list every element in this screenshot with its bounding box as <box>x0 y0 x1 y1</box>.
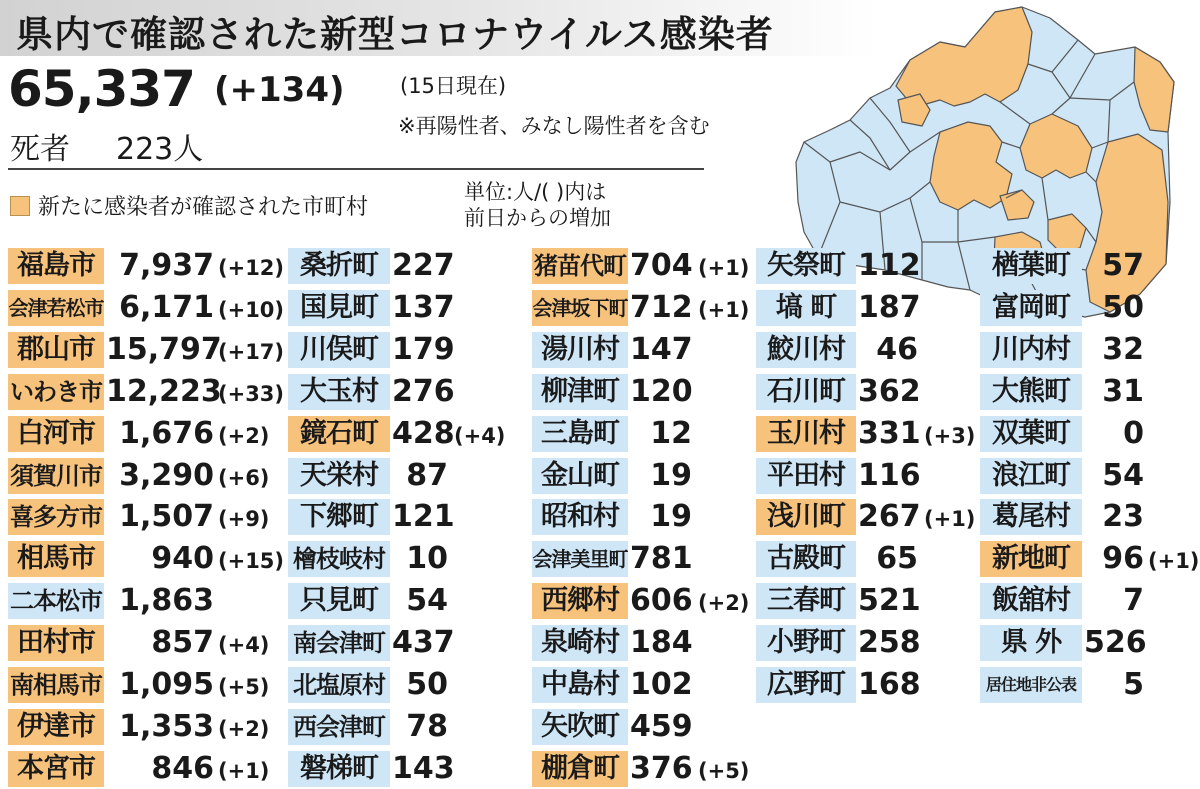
case-change: (+15) <box>218 549 285 574</box>
case-change: (+1) <box>1148 549 1200 574</box>
case-count: 3,290 <box>119 457 214 493</box>
table-row <box>532 248 772 286</box>
case-count: 65 <box>876 541 918 577</box>
table-row <box>980 541 1200 579</box>
footnote: ※再陽性者、みなし陽性者を含む <box>398 114 710 138</box>
table-row <box>8 289 285 328</box>
municipality-name: 鏡石町 <box>288 416 390 452</box>
case-count: 267 <box>858 499 921 535</box>
case-count: 12,223 <box>106 373 222 409</box>
municipality-name: 桑折町 <box>288 248 390 284</box>
case-change: (+5) <box>698 758 750 783</box>
municipality-name: 只見町 <box>288 583 390 619</box>
case-count: 147 <box>630 331 693 367</box>
municipality-name: 天栄村 <box>288 458 390 494</box>
case-count: 781 <box>630 541 693 577</box>
case-count: 116 <box>858 457 921 493</box>
municipality-name: 檜枝岐村 <box>288 541 390 577</box>
municipality-name: 浅川町 <box>756 499 856 535</box>
case-change: (+1) <box>698 297 750 322</box>
municipality-name: 大玉村 <box>288 374 390 410</box>
municipality-name: 下郷町 <box>288 499 390 535</box>
table-row <box>532 416 772 454</box>
case-count: 120 <box>630 373 693 409</box>
divider <box>8 168 704 170</box>
table-row <box>980 583 1192 621</box>
table-row <box>756 458 996 496</box>
table-row <box>980 625 1192 663</box>
municipality-name: 郡山市 <box>8 332 104 368</box>
table-row <box>980 499 1192 537</box>
case-count: 112 <box>858 248 921 283</box>
case-count: 258 <box>858 625 921 661</box>
table-row <box>288 332 528 370</box>
table-row <box>8 499 270 537</box>
deaths-count: 223人 <box>116 132 204 167</box>
case-change: (+2) <box>698 591 750 616</box>
municipality-name: 川俣町 <box>288 332 390 368</box>
municipality-name: 楢葉町 <box>980 248 1082 284</box>
case-count: 940 <box>151 541 214 577</box>
case-count: 184 <box>630 625 693 661</box>
table-row <box>288 248 528 286</box>
case-count: 121 <box>392 499 455 535</box>
municipality-name: 西郷村 <box>532 583 628 619</box>
table-row <box>980 458 1192 496</box>
municipality-name: 居住地非公表 <box>980 667 1082 703</box>
case-count: 7 <box>1123 583 1144 619</box>
table-row <box>532 583 772 621</box>
case-count: 19 <box>650 499 692 535</box>
table-row <box>756 541 996 579</box>
table-row <box>8 541 285 579</box>
table-row <box>532 709 772 747</box>
case-count: 428 <box>392 415 455 451</box>
table-row <box>8 373 285 412</box>
municipality-name: 会津美里町 <box>532 541 628 577</box>
table-row <box>8 708 270 747</box>
municipality-name: 古殿町 <box>756 541 856 577</box>
case-count: 437 <box>392 625 455 661</box>
case-count: 521 <box>858 583 921 619</box>
municipality-name: 大熊町 <box>980 374 1082 410</box>
case-change: (+1) <box>218 758 270 783</box>
legend-text: 新たに感染者が確認された市町村 <box>38 195 369 220</box>
table-row <box>288 625 528 663</box>
municipality-name: 矢祭町 <box>756 248 856 284</box>
municipality-name: 金山町 <box>532 458 628 494</box>
case-count: 0 <box>1123 415 1144 451</box>
case-count: 6,171 <box>119 289 214 325</box>
case-count: 1,095 <box>119 667 214 702</box>
case-count: 187 <box>858 289 921 325</box>
table-row <box>288 583 528 621</box>
table-row <box>980 290 1192 328</box>
municipality-name: 新地町 <box>980 541 1082 577</box>
table-row <box>8 457 270 496</box>
municipality-name: 玉川村 <box>756 416 856 452</box>
deaths-label: 死者 <box>10 132 70 167</box>
table-row <box>756 374 996 412</box>
case-change: (+2) <box>218 716 270 741</box>
table-row <box>980 374 1192 412</box>
case-change: (+17) <box>218 339 285 364</box>
case-count: 78 <box>406 708 448 744</box>
case-count: 15,797 <box>106 331 222 367</box>
case-count: 276 <box>392 373 455 409</box>
table-row <box>980 416 1192 454</box>
table-row <box>532 541 772 579</box>
municipality-name: 中島村 <box>532 667 628 703</box>
table-row <box>288 374 528 412</box>
case-count: 227 <box>392 248 455 283</box>
case-count: 362 <box>858 373 921 409</box>
table-row <box>8 625 270 663</box>
table-row <box>288 416 528 454</box>
unit-note-line1: 単位:人/( )内は <box>464 180 607 204</box>
table-row <box>756 625 996 663</box>
case-count: 168 <box>858 667 921 702</box>
case-count: 1,863 <box>119 583 214 619</box>
municipality-name: 鮫川村 <box>756 332 856 368</box>
municipality-name: 南会津町 <box>288 625 390 661</box>
municipality-name: 富岡町 <box>980 290 1082 326</box>
table-row <box>756 583 996 621</box>
case-count: 1,353 <box>119 708 214 744</box>
case-count: 1,507 <box>119 499 214 535</box>
table-row <box>8 415 270 454</box>
municipality-name: 小野町 <box>756 625 856 661</box>
case-count: 7,937 <box>119 248 214 283</box>
municipality-name: 広野町 <box>756 667 856 703</box>
table-row <box>756 248 996 286</box>
case-change: (+10) <box>218 297 285 322</box>
map-region-north <box>896 7 1032 106</box>
municipality-name: 石川町 <box>756 374 856 410</box>
case-count: 12 <box>650 415 692 451</box>
table-row <box>8 750 270 789</box>
municipality-name: 平田村 <box>756 458 856 494</box>
table-row <box>756 332 996 370</box>
legend-swatch <box>10 196 30 216</box>
total-change: (+134) <box>214 70 345 110</box>
table-row <box>756 290 996 328</box>
municipality-name: 湯川村 <box>532 332 628 368</box>
case-count: 459 <box>630 708 693 744</box>
municipality-name: 本宮市 <box>8 751 104 787</box>
case-change: (+1) <box>924 507 976 532</box>
case-count: 31 <box>1102 373 1144 409</box>
municipality-name: 飯舘村 <box>980 583 1082 619</box>
table-row <box>288 290 528 328</box>
table-row <box>288 541 528 579</box>
municipality-name: 昭和村 <box>532 499 628 535</box>
case-count: 857 <box>151 625 214 661</box>
municipality-name: 双葉町 <box>980 416 1082 452</box>
case-count: 331 <box>858 415 921 451</box>
municipality-name: 西会津町 <box>288 709 390 745</box>
municipality-name: 猪苗代町 <box>532 248 628 284</box>
case-count: 143 <box>392 750 455 786</box>
case-change: (+9) <box>218 507 270 532</box>
table-row <box>288 667 528 705</box>
case-change: (+4) <box>218 633 270 658</box>
case-count: 54 <box>406 583 448 619</box>
table-row <box>288 709 528 747</box>
municipality-name: 浪江町 <box>980 458 1082 494</box>
municipality-name: 福島市 <box>8 248 104 284</box>
municipality-name: いわき市 <box>8 374 104 410</box>
case-count: 87 <box>406 457 448 493</box>
municipality-name: 須賀川市 <box>8 458 104 494</box>
municipality-name: 磐梯町 <box>288 751 390 787</box>
municipality-name: 県 外 <box>980 625 1082 661</box>
table-row <box>8 667 270 705</box>
municipality-name: 南相馬市 <box>8 667 104 703</box>
municipality-name: 国見町 <box>288 290 390 326</box>
municipality-name: 二本松市 <box>8 583 104 619</box>
municipality-name: 棚倉町 <box>532 751 628 787</box>
case-count: 526 <box>1084 625 1147 661</box>
table-row <box>288 499 528 537</box>
table-row <box>980 332 1192 370</box>
table-row <box>288 458 528 496</box>
table-row <box>756 499 996 537</box>
municipality-name: 白河市 <box>8 416 104 452</box>
case-change: (+4) <box>454 423 506 448</box>
case-change: (+33) <box>218 381 285 406</box>
municipality-name: 会津坂下町 <box>532 290 628 326</box>
case-count: 32 <box>1102 331 1144 367</box>
table-row <box>532 290 772 328</box>
case-count: 376 <box>630 750 693 786</box>
municipality-name: 泉崎村 <box>532 625 628 661</box>
total-cases: 65,337 <box>8 60 195 118</box>
case-count: 57 <box>1102 248 1144 283</box>
table-row <box>532 751 772 789</box>
unit-note-line2: 前日からの増加 <box>464 206 611 230</box>
case-count: 96 <box>1102 541 1144 577</box>
table-row <box>8 331 285 370</box>
case-change: (+12) <box>218 256 285 280</box>
case-change: (+6) <box>218 465 270 490</box>
table-row <box>980 667 1192 705</box>
case-count: 10 <box>406 541 448 577</box>
municipality-name: 三島町 <box>532 416 628 452</box>
case-change: (+1) <box>698 256 750 280</box>
page-title: 県内で確認された新型コロナウイルス感染者 <box>16 13 774 56</box>
table-row <box>756 416 996 454</box>
case-count: 5 <box>1123 667 1144 702</box>
table-row <box>980 248 1192 286</box>
municipality-name: 伊達市 <box>8 709 104 745</box>
municipality-name: 川内村 <box>980 332 1082 368</box>
table-row <box>532 374 772 412</box>
table-row <box>288 751 528 789</box>
table-row <box>532 332 772 370</box>
municipality-name: 相馬市 <box>8 541 104 577</box>
table-row <box>8 248 285 286</box>
municipality-name: 葛尾村 <box>980 499 1082 535</box>
municipality-name: 柳津町 <box>532 374 628 410</box>
case-count: 102 <box>630 667 693 702</box>
case-count: 712 <box>630 289 693 325</box>
case-count: 606 <box>630 583 693 619</box>
case-count: 46 <box>876 331 918 367</box>
case-count: 54 <box>1102 457 1144 493</box>
municipality-name: 北塩原村 <box>288 667 390 703</box>
table-row <box>756 667 996 705</box>
municipality-name: 塙 町 <box>756 290 856 326</box>
table-row <box>532 667 772 705</box>
case-count: 19 <box>650 457 692 493</box>
municipality-name: 会津若松市 <box>8 290 104 326</box>
case-count: 1,676 <box>119 415 214 451</box>
case-change: (+2) <box>218 423 270 448</box>
municipality-name: 喜多方市 <box>8 499 104 535</box>
table-row <box>8 583 248 621</box>
case-count: 704 <box>630 248 693 283</box>
table-row <box>532 625 772 663</box>
case-count: 23 <box>1102 499 1144 535</box>
case-count: 50 <box>406 667 448 702</box>
as-of-date: (15日現在) <box>400 74 507 98</box>
municipality-name: 矢吹町 <box>532 709 628 745</box>
municipality-name: 田村市 <box>8 625 104 661</box>
case-count: 846 <box>151 750 214 786</box>
case-change: (+3) <box>924 423 976 448</box>
case-count: 50 <box>1102 289 1144 325</box>
case-count: 179 <box>392 331 455 367</box>
table-row <box>532 458 772 496</box>
municipality-name: 三春町 <box>756 583 856 619</box>
table-row <box>532 499 772 537</box>
case-change: (+5) <box>218 675 270 699</box>
case-count: 137 <box>392 289 455 325</box>
